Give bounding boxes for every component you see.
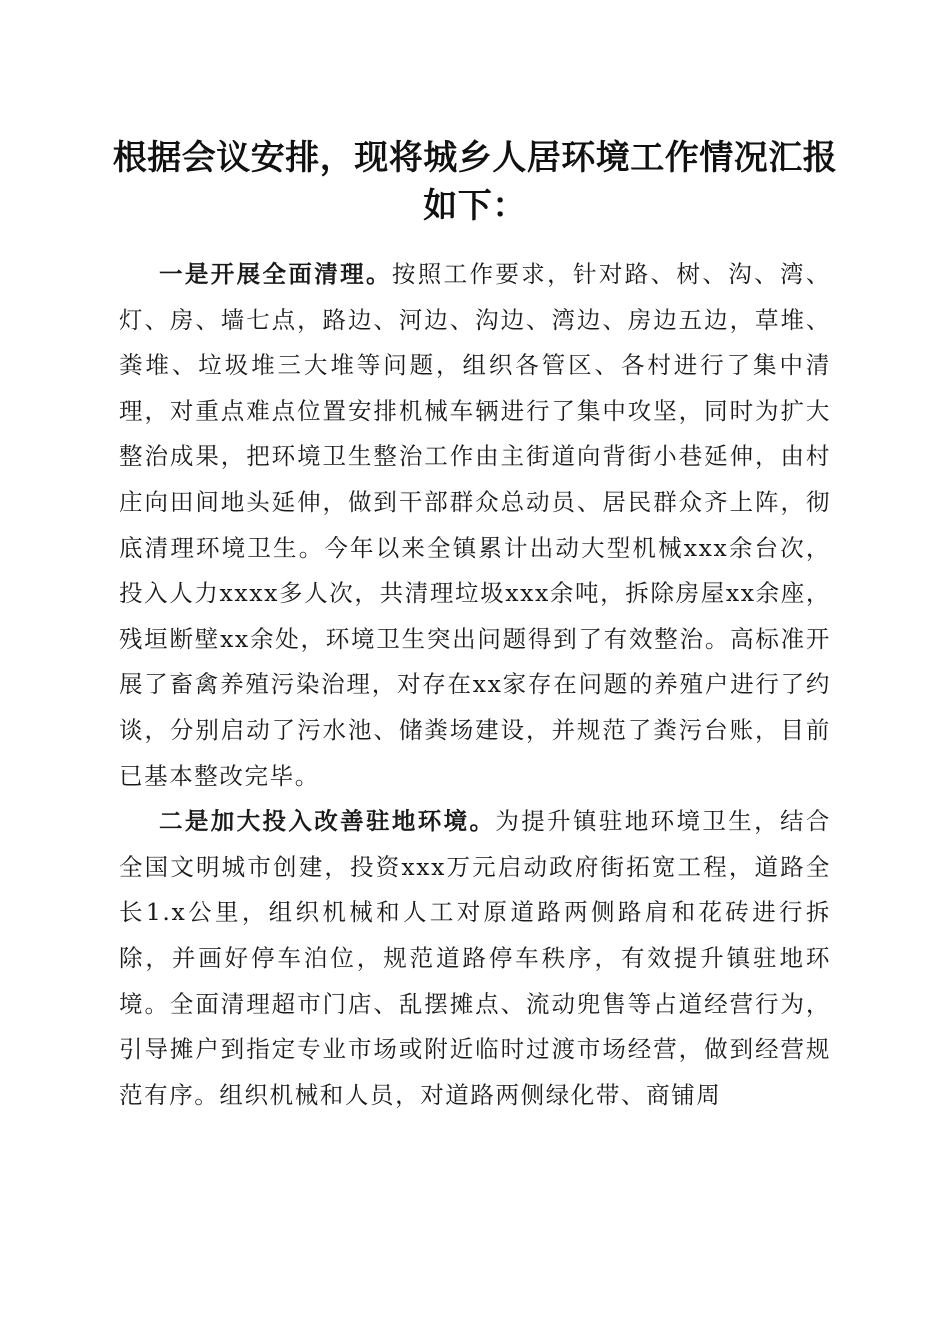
paragraph-2 [119, 799, 831, 1118]
document-body [119, 252, 831, 1118]
paragraph-1-text: 按照工作要求，针对路、树、沟、湾、灯、房、墙七点，路边、河边、沟边、湾边、房边五边，草堆、粪堆、垃圾堆三大堆等问题，组织各管区、各村进行了集中清理，对重点难点位置安排机械车辆进行了集中攻坚，同时为扩大整治成果，把环境卫生整治工作由主街道向背街小巷延伸，由村庄向田间地头延伸，做到干部群众总动员、居民群众齐上阵，彻底清理环境卫生。今年以来全镇累计出动大型机械xxx余台次，投入人力xxxx多人次，共清理垃圾xxx余吨，拆除房屋xx余座，残垣断壁xx余处，环境卫生突出问题得到了有效整治。高标准开展了畜禽养殖污染治理，对存在xx家存在问题的养殖户进行了约谈，分别启动了污水池、储粪场建设，并规范了粪污台账，目前已基本整改完毕。 [119, 260, 831, 790]
document-title: 根据会议安排，现将城乡人居环境工作情况汇报如下： [112, 138, 838, 226]
paragraph-2-lead: 二是加大投入改善驻地环境。 [159, 807, 496, 836]
paragraph-1 [119, 252, 831, 799]
paragraph-2-text: 为提升镇驻地环境卫生，结合全国文明城市创建，投资xxx万元启动政府街拓宽工程，道路全长1.x公里，组织机械和人工对原道路两侧路肩和花砖进行拆除，并画好停车泊位，规范道路停车秩序，有效提升镇驻地环境。全面清理超市门店、乱摆摊点、流动兜售等占道经营行为，引导摊户到指定专业市场或附近临时过渡市场经营，做到经营规范有序。组织机械和人员，对道路两侧绿化带、商铺周 [119, 807, 831, 1109]
paragraph-1-lead: 一是开展全面清理。 [159, 260, 392, 288]
